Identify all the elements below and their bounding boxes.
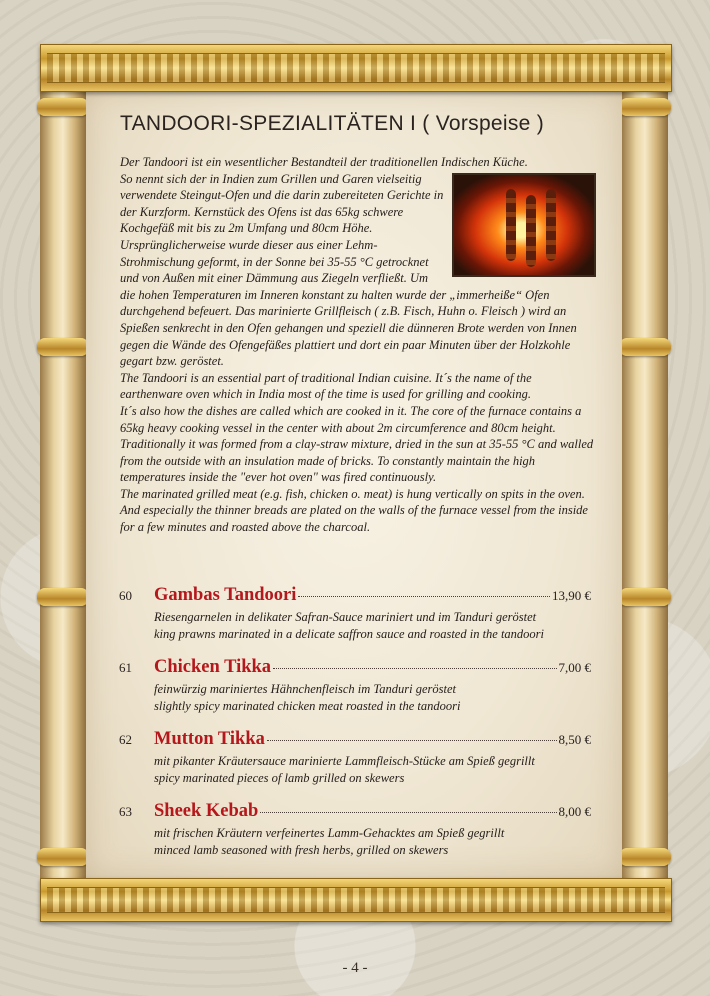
left-column-decoration (40, 88, 86, 880)
menu-item (119, 657, 591, 714)
intro-en-line-2: The marinated grilled meat (e.g. fish, chicken o. meat) is hung vertically on spits in the oven. And especially the thinner breads are plated on the walls of the furnace vessel from the inside for a few minutes and roasted above the charcoal. (120, 486, 588, 535)
gold-frame-top (40, 44, 672, 92)
menu-item-price: 7,00 € (558, 660, 591, 675)
dot-leader (298, 596, 550, 597)
dot-leader (260, 812, 556, 813)
intro-de-line-1: So nennt sich der in Indien zum Grillen und Garen vielseitig verwendete Steingut-Ofen und die darin zubereiteten Gerichte in der Kurzform. Kernstück des Ofens ist das 65kg schwere Kochgefäß mit bis zu 2m Umfang und 80cm Höhe. Ursprünglicherweise wurde dieser aus einer Lehm-Strohmischung geformt, in der Sonne bei 35-55 °C getrocknet und von Außen mit einer Dämmung aus Ziegeln verfließt. Um die hohen Temperaturen im Inneren konstant zu halten wurde der „immerheiße“ Ofen durchgehend befeuert. Das marinierte Grillfleisch ( z.B. Fisch, Huhn o. Fleisch ) wird an Spießen senkrecht in den Ofen gehangen und speziell die dünneren Brote werden von Innen gegen die Wände des Ofengefäßes plattiert und dort ein paar Minuten über der Holzkohle gegart bzw. geröstet. (120, 171, 577, 369)
menu-item-desc-de: mit pikanter Kräutersauce marinierte Lammfleisch-Stücke am Spieß gegrillt (154, 754, 535, 768)
menu-item (119, 585, 591, 642)
menu-item-desc-de: Riesengarnelen in delikater Safran-Sauce mariniert und im Tanduri geröstet (154, 610, 537, 624)
menu-item-price: 8,50 € (558, 732, 591, 747)
menu-item-number: 61 (119, 660, 132, 675)
page-number: - 4 - (342, 960, 368, 976)
menu-item-number: 60 (119, 588, 132, 603)
menu-item-desc-en: king prawns marinated in a delicate saffron sauce and roasted in the tandoori (154, 626, 545, 641)
menu-list (119, 585, 591, 858)
menu-item-desc-en: slightly spicy marinated chicken meat roasted in the tandoori (154, 698, 461, 713)
menu-item-price: 8,00 € (558, 804, 591, 819)
intro-text (120, 154, 596, 536)
intro-en-line-1: It´s also how the dishes are called which are cooked in it. The core of the furnace contains a 65kg heavy cooking vessel in the center with about 2m circumference and 80cm height. Traditionally it was formed from a clay-straw mixture, dried in the sun at 35-55 °C and walled from the outside with an insulation made of bricks. To constantly maintain the high temperatures inside the "ever hot oven" was fired continuously. (120, 403, 594, 485)
menu-item-desc-en: spicy marinated pieces of lamb grilled on skewers (154, 770, 405, 785)
menu-item-desc-de: feinwürzig mariniertes Hähnchenfleisch im Tanduri geröstet (154, 682, 456, 696)
menu-item-name: Chicken Tikka (154, 657, 272, 677)
menu-item-name: Mutton Tikka (154, 729, 265, 749)
menu-item-number: 62 (119, 732, 132, 747)
intro-de-line-0: Der Tandoori ist ein wesentlicher Bestandteil der traditionellen Indischen Küche. (120, 155, 528, 169)
right-column-decoration (622, 88, 668, 880)
menu-item-name: Sheek Kebab (154, 801, 259, 821)
menu-item-desc-de: mit frischen Kräutern verfeinertes Lamm-Gehacktes am Spieß gegrillt (154, 826, 505, 840)
menu-item (119, 729, 591, 786)
dot-leader (273, 668, 556, 669)
menu-item (119, 801, 591, 858)
tandoor-oven-photo (452, 173, 596, 277)
menu-item-name: Gambas Tandoori (154, 585, 297, 605)
gold-frame-bottom (40, 878, 672, 922)
menu-item-number: 63 (119, 804, 132, 819)
intro-en-line-0: The Tandoori is an essential part of traditional Indian cuisine. It´s the name of the earthenware oven which in India most of the time is used for grilling and cooking. (120, 370, 532, 402)
page-title: TANDOORI-SPEZIALITÄTEN I ( Vorspeise ) (120, 112, 545, 135)
menu-item-price: 13,90 € (552, 588, 591, 603)
menu-item-desc-en: minced lamb seasoned with fresh herbs, grilled on skewers (154, 842, 449, 857)
dot-leader (267, 740, 557, 741)
